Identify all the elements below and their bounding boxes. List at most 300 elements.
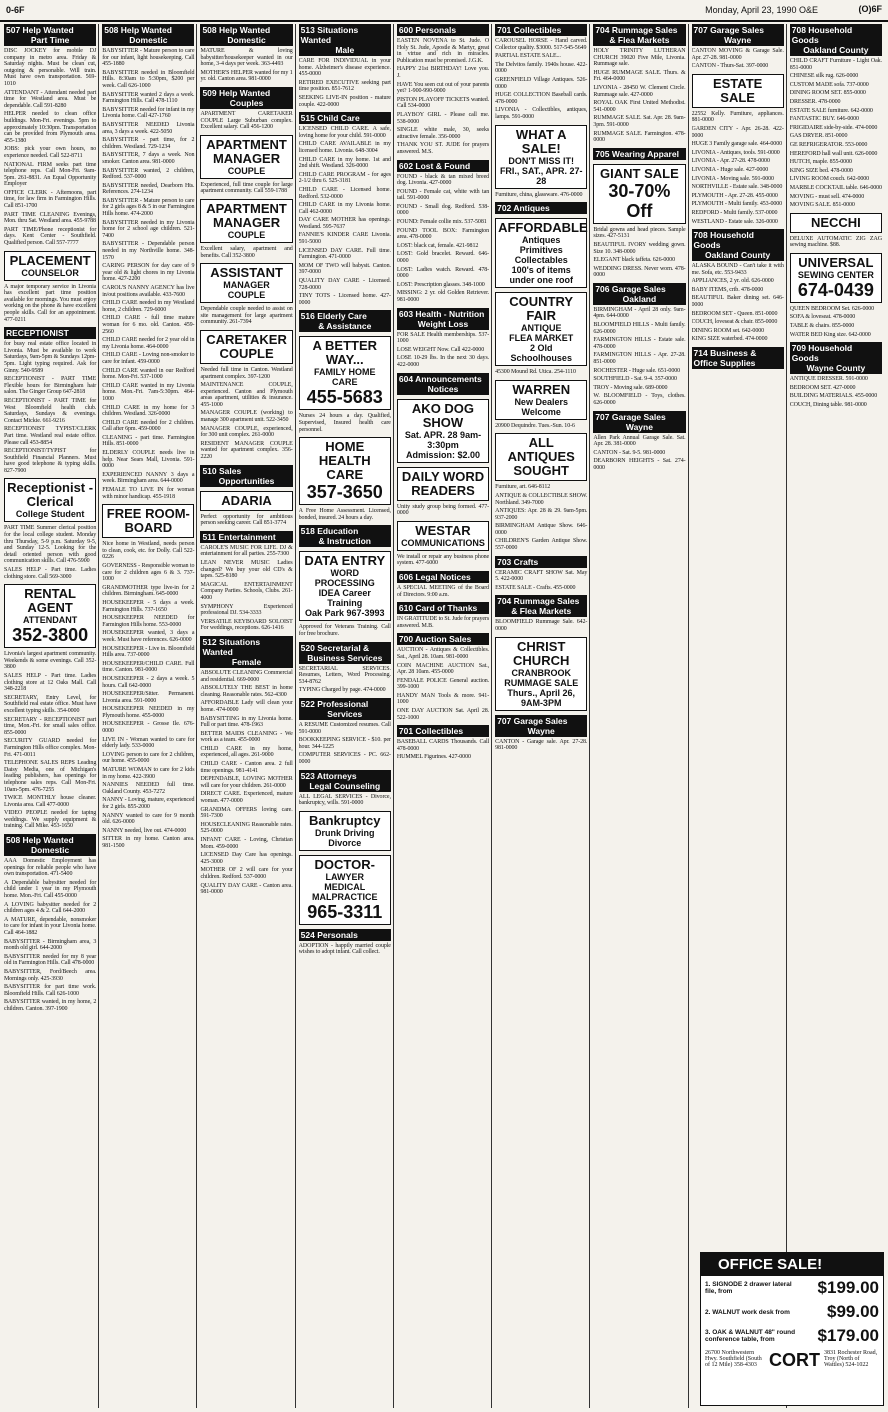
classified-section: [397, 571, 489, 598]
classified-ad: CHILD CARE PROGRAM - for ages 2-1/2 thru 6. 525-3181: [298, 171, 391, 185]
section-heading: 522 Professional Services: [299, 698, 391, 720]
classified-ad: PART TIME Summer clerical position for the local college student. Monday thru Thursday, 5-9 p.m. Saturday 9-5, and Sunday 12-5. Looking for the detail oriented person with good communication skills. Call 476-5900: [4, 525, 97, 565]
section-heading: 510 Sales Opportunities: [200, 465, 292, 487]
classified-ad: HOUSEKEEPER NEEDED for Farmington Hills home. 553-0000: [102, 615, 195, 628]
classified-ad: CHILD CARE - Canton area. 2 full time openings. 981-4141: [200, 761, 293, 774]
classified-ad: NANNIES NEEDED full time. Oakland County. 453-7272: [102, 782, 195, 795]
classified-section: [200, 87, 292, 131]
classified-ad: JOBS: pick your own hours, no experience needed. Call 522-8711: [4, 146, 97, 159]
classified-ad: A Dependable babysitter needed for child under 1 year in my Plymouth home. Mon.-Fri. Call 455-0000: [4, 879, 97, 900]
classified-ad: LICENSED CHILD CARE. A safe, loving home for your child. 591-0000: [298, 126, 391, 139]
display-ad: [397, 467, 489, 501]
classified-ad: CANTON - Garage sale. Apr. 27-28. 981-0000: [495, 738, 588, 752]
classified-ad: VERSATILE KEYBOARD SOLOIST For weddings, receptions. 626-1416: [200, 618, 293, 632]
display-ad-line: 965-3311: [307, 901, 383, 922]
display-ad-line: COUNSELOR: [21, 267, 79, 278]
classified-ad: CHILD CARE in my home, experienced, all ages. 261-9000: [200, 745, 293, 759]
display-ad-line: Receptionist - Clerical: [7, 480, 94, 510]
display-ad-line: 30-70% Off: [608, 180, 671, 221]
section-heading: 708 Household Goods Oakland County: [692, 229, 784, 261]
classified-section: [397, 399, 489, 463]
display-ad: [299, 336, 391, 410]
classified-section: [397, 633, 489, 721]
classified-ad: MOTHER'S HELPER wanted for my 1 yr. old. Canton area. 981-0000: [200, 69, 293, 83]
section-subheading: Wayne County: [806, 363, 866, 374]
classified-ad: GRANDMA OFFERS loving care. 591-7300: [200, 806, 293, 820]
section-subheading: Domestic: [30, 845, 70, 856]
section-heading: 708 Household Goods Oakland County: [790, 24, 882, 56]
classified-ad: KING SIZE bed. 478-0000: [789, 167, 853, 174]
classified-ad: HUGE COLLECTION Baseball cards. 478-0000: [495, 92, 588, 105]
display-ad: [495, 125, 587, 189]
display-ad-line: New Dealers Welcome: [514, 396, 568, 417]
classified-ad: BABYSITTER wanted 2 days a week. Farmington Hills. Call 478-1110: [102, 91, 195, 105]
section-heading: 707 Garage Sales Wayne: [495, 715, 587, 737]
classified-ad: FENDALE POLICE General auction. 399-1000: [396, 677, 490, 691]
classified-section: [495, 595, 587, 632]
section-subheading: Legal Counseling: [309, 780, 381, 791]
classified-ad: CHILDREN'S Garden Antique Show. 557-0000: [495, 538, 588, 552]
classified-section: [495, 556, 587, 592]
section-subheading: Domestic: [227, 35, 266, 45]
cort-item-3-price: $179.00: [817, 1326, 879, 1345]
classified-ad: HUMMEL Figurines. 427-0000: [396, 754, 471, 761]
classified-section: [299, 929, 391, 956]
classified-ad: HOUSECLEANING Reasonable rates. 525-0000: [200, 821, 293, 835]
display-ad: [200, 135, 292, 179]
classified-ad: Excellent salary, apartment and benefits. Call 352-3800: [200, 245, 293, 259]
cort-address: 26700 Northwestern Hwy. Southfield (South of 12 Mile) 358-4303: [705, 1350, 762, 1368]
classified-ad: SECURITY GUARD needed for Farmington Hills office complex. Mon-Fri. 471-0011: [4, 738, 97, 758]
classified-ad: SECRETARY - RECEPTIONIST part time, Mon.-Fri. for small sales office. 855-0000: [4, 716, 97, 736]
classified-ad: SYMPHONY Experienced professional DJ. 534-3333: [200, 603, 293, 617]
classified-ad: RUMMAGE SALE. Farmington. 478-0000: [593, 130, 686, 144]
classified-ad: RECEPTIONIST TYPIST/CLERK Part time. Westland real estate office. Please call 453-8854: [4, 426, 97, 446]
classified-ad: NANNY wanted to care for 9 month old. 626-0000: [102, 812, 195, 826]
classified-ad: BABYSITTER wanted, in my home, 2 children. Canton. 397-1900: [4, 999, 97, 1012]
classified-ad: We install or repair any business phone system. 477-6000: [396, 553, 490, 567]
classified-ad: MAGICAL ENTERTAINMENT Company Parties. Schools, Clubs. 261-4000: [200, 581, 293, 601]
display-ad-line: FREE ROOM-BOARD: [106, 506, 190, 536]
classified-ad: A MATURE, dependable, nonsmoker to care for infant in your Livonia home. Call 464-1882: [4, 916, 97, 936]
column-9: [790, 24, 884, 1408]
classified-ad: ONE DAY AUCTION Sat. April 28. 522-1000: [396, 708, 490, 721]
classified-ad: BLOOMFIELD HILLS - Multi family. 626-0000: [593, 322, 686, 335]
classified-ad: RECEPTIONIST - PART TIME for West Bloomfield health club. Saturdays, Sundays & evenings. Contact Mickie. 661-9216: [4, 397, 97, 424]
classified-ad: 45300 Mound Rd. Utica. 254-1110: [495, 369, 576, 376]
office-sale-icon: [705, 1260, 715, 1270]
classified-section: [593, 148, 685, 160]
classified-ad: CHILD CRAFT Furniture - Light Oak. 851-0000: [789, 58, 882, 71]
classified-ad: FARMINGTON HILLS - Estate sale. 478-0000: [593, 337, 686, 350]
classified-ad: BABYSITTER NEEDED Livonia area, 3 days a week. 422-5050: [102, 121, 195, 135]
classified-ad: ABSOLUTELY THE BEST in home cleaning. Reasonable rates. 562-4300: [200, 685, 293, 698]
classified-section: [790, 213, 882, 249]
display-ad-line: ASSISTANT: [210, 265, 283, 281]
classified-ad: PLYMOUTH - Apr. 27-28. 455-0000: [691, 192, 778, 199]
classified-ad: BUILDING MATERIALS. 455-0000: [789, 393, 878, 400]
classified-ad: FANNIE'S KINDER CARE Livonia. 591-5000: [298, 232, 391, 246]
section-subheading: & Flea Markets: [609, 35, 670, 45]
classified-ad: HOUSEKEEPER NEEDED in my Plymouth home. 455-0000: [102, 706, 195, 719]
column-3: [200, 24, 295, 1408]
classified-ad: GOVERNESS - Responsible woman to care for 2 children ages 6 & 3. 737-1000: [102, 563, 195, 583]
classified-ad: Nice home in Westland, needs person to clean, cook, etc. for Dolly. Call 522-0226: [102, 541, 195, 561]
classified-ad: BABYSITTER needed for my 8 year old in Farmington Hills. Call 478-0000: [4, 953, 97, 967]
classified-ad: LOST: Ladies watch. Reward. 478-0000: [396, 266, 490, 280]
classified-ad: BOOKKEEPING SERVICE - $10. per hour. 344-1225: [298, 737, 391, 750]
classified-ad: HOUSEKEEPER - 5 days a week. Farmington Hills. 737-1650: [102, 599, 195, 613]
classified-section: [200, 24, 292, 83]
classified-ad: BIRMINGHAM Antique Show. 646-0000: [495, 523, 588, 536]
section-heading: 511 Entertainment: [200, 531, 292, 543]
classified-ad: VIDEO PEOPLE needed for taping weddings. We supply equipment & training. Call Mike. 453-1650: [4, 810, 97, 830]
section-heading: 702 Antiques: [495, 202, 587, 214]
classified-section: [299, 310, 391, 332]
display-ad-line: ADARIA: [221, 492, 272, 508]
classified-ad: HAVE You seen cut out of your parents yet? 1-900-990-9000: [396, 81, 490, 95]
classified-section: [495, 380, 587, 430]
classified-ad: FRIGIDAIRE side-by-side. 474-0000: [789, 124, 878, 131]
classified-ad: CHILD CARE needed for 2 children. Call after 6pm. 459-0000: [102, 419, 195, 433]
cort-item-3-label: 3. OAK & WALNUT 48" round conference table, from: [705, 1329, 796, 1343]
display-ad-line: 455-5683: [306, 387, 383, 408]
section-heading: 610 Card of Thanks: [397, 602, 489, 614]
display-ad: [495, 637, 587, 711]
classified-section: [102, 504, 194, 849]
classified-ad: Furniture, china, glassware. 476-0000: [495, 191, 583, 198]
display-ad-line: Thurs., April 26, 9AM-3PM: [507, 687, 576, 708]
display-ad-line: CHRIST CHURCH: [513, 638, 570, 668]
classified-ad: RECEPTIONIST - PART TIME Flexible hours for Birmingham hair salon. The Ginger Group 647-2818: [4, 376, 97, 396]
classified-ad: ROCHESTER - Huge sale. 651-0000: [593, 367, 681, 374]
classified-section: [200, 135, 292, 195]
classified-ad: FOUND TOOL BOX: Farmington area. 478-0000: [396, 227, 490, 241]
classified-ad: HOUSEKEEPER - Grosse Ile. 676-0000: [102, 721, 195, 735]
display-ad: [495, 218, 587, 288]
section-heading: 606 Legal Notices: [397, 571, 489, 583]
classified-ad: SALES HELP - Part time. Ladies clothing store at 12 Oaks Mall. Call 348-2218: [4, 673, 97, 693]
classified-ad: THANK YOU ST. JUDE for prayers answered. M.S.: [396, 142, 490, 155]
classified-ad: SOFA & loveseat. 478-0000: [789, 314, 856, 321]
cort-item-1-price: $199.00: [817, 1278, 879, 1297]
classified-ad: WATER BED King size. 642-0000: [789, 331, 871, 338]
section-heading: 701 Collectibles: [397, 725, 489, 737]
classified-ad: BABYSITTER wanted, 2 children, Redford. 537-0000: [102, 167, 195, 181]
section-heading: 524 Personals: [299, 929, 391, 941]
column-7: [593, 24, 688, 1408]
display-ad-line: A BETTER WAY...: [312, 338, 378, 368]
classified-ad: Livonia's largest apartment community. Weekends & some evenings. Call 352-3800: [4, 651, 97, 671]
classified-section: [495, 715, 587, 752]
classified-ad: HOUSEKEEPER wanted, 3 days a week. Must have references. 626-0000: [102, 630, 195, 643]
display-ad-line: Antiques: [521, 235, 561, 246]
classified-ad: ELDERLY COUPLE needs live in help. Near Sears Mall, Livonia. 591-0000: [102, 450, 195, 470]
section-heading: 707 Garage Sales Wayne: [593, 411, 685, 433]
classified-ad: ATTENDANT - Attendant needed part time for Westland area. Must be dependable. Call 591-8280: [4, 89, 97, 109]
classified-ad: Nurses 24 hours a day. Qualified, Supervised, Insured health care personnel.: [298, 413, 391, 433]
display-ad: [200, 330, 292, 364]
classified-section: [200, 263, 292, 326]
display-ad-line: DATA ENTRY: [304, 553, 386, 569]
classified-ad: CHILD CARE in my Livonia home. Call 462-0000: [298, 202, 391, 215]
classified-ad: TELEPHONE SALES REPS Leading Daisy Media, one of Michigan's leading publishers, has openings for telephone sales reps. Call Mon-Fri. 10am-5pm. 476-7255: [4, 760, 97, 793]
classified-section: [495, 24, 587, 121]
classified-columns: [4, 24, 884, 1408]
section-heading: 515 Child Care: [299, 112, 391, 124]
column-1: [4, 24, 99, 1408]
section-subheading: Weight Loss: [417, 318, 469, 329]
classified-ad: Needed full time in Canton. Westland apartment complex. 397-1200: [200, 366, 293, 380]
classified-section: [200, 199, 292, 259]
classified-section: [4, 327, 96, 474]
classified-ad: PART TIME/Phone receptionist for days. Kent Center - Southfield. Qualified person. Call 557-7777: [4, 226, 97, 247]
classified-ad: LIVONIA - Moving sale. 591-0000: [691, 175, 774, 182]
classified-ad: LOST: Prescription glasses. 348-1000: [396, 281, 485, 288]
classified-ad: CAROLE'S MUSIC FOR LIFE. DJ & entertainment for all parties. 255-7300: [200, 544, 293, 558]
cort-office-sale-ad: [700, 1252, 884, 1406]
display-ad-line: LAWYER: [325, 871, 365, 882]
classified-ad: GARDEN CITY - Apr. 26-28. 422-0000: [691, 125, 784, 139]
classified-ad: RECEPTIONIST/TYPIST for Southfield Financial Planners. Must have good telephone & typing skills. 827-7900: [4, 448, 97, 474]
classified-ad: HUGE RUMMAGE SALE. Thurs. & Fri. 464-0000: [593, 69, 686, 83]
classified-ad: CHILD CARE in my home for 3 children. Westland. 326-0000: [102, 404, 195, 418]
classified-ad: PLYMOUTH - Multi family. 453-0000: [691, 201, 783, 208]
display-ad: [790, 253, 882, 303]
section-heading: 703 Crafts: [495, 556, 587, 568]
classified-ad: TINY TOTS - Licensed home. 427-0000: [298, 293, 391, 306]
column-5: [397, 24, 492, 1408]
display-ad: [299, 551, 391, 621]
classified-ad: Experienced, full time couple for large apartment community. Call 559-1788: [200, 181, 293, 195]
section-heading: 600 Personals: [397, 24, 489, 36]
classified-section: [200, 330, 292, 461]
classified-ad: MOTHER OF 2 will care for your children. Redford. 537-0000: [200, 867, 293, 880]
header-date: Monday, April 23, 1990 O&E: [705, 5, 818, 15]
classified-ad: LIVONIA - 28450 W. Clement Circle. Rummage sale. 427-0000: [593, 84, 686, 98]
section-heading: 523 Attorneys Legal Counseling: [299, 770, 391, 792]
classified-section: [299, 336, 391, 433]
display-ad-line: Drunk Driving: [315, 827, 375, 838]
classified-ad: LIVONIA - Huge sale. 427-0000: [691, 166, 769, 173]
display-ad-line: Admission: $2.00: [405, 449, 480, 460]
classified-ad: GRANDMOTHER type live-in for 2 children. Birmingham. 645-0000: [102, 584, 195, 598]
column-4: [299, 24, 394, 1408]
display-ad: [4, 584, 96, 648]
classified-ad: BABYSITTER - Mature person to care for our infant, light housekeeping. Call 455-1880: [102, 48, 195, 68]
section-heading: 701 Collectibles: [495, 24, 587, 36]
classified-ad: APARTMENT CARETAKER COUPLE Large Suburban complex. Excellent salary. Call 456-1200: [200, 110, 293, 131]
classified-ad: HUTCH, maple. 855-0000: [789, 159, 852, 166]
classified-ad: Furniture, art. 646-8112: [495, 484, 551, 491]
classified-ad: SINGLE white male, 30, seeks attractive female. 356-0000: [396, 127, 490, 140]
display-ad-line: 357-3650: [306, 482, 383, 503]
classified-ad: HOUSEKEEPER/CHILD CARE. Full time. Canton. 981-0000: [102, 660, 195, 674]
classified-ad: BEDROOM SET - Queen. 851-0000: [691, 310, 778, 317]
classified-ad: MATURE WOMAN to care for 2 kids in my home. 422-3900: [102, 767, 195, 780]
classified-ad: FARMINGTON HILLS - Apr. 27-28. 851-0000: [593, 352, 686, 366]
classified-ad: BABYSITTER - part time, for 2 children. Westland. 729-1234: [102, 137, 195, 150]
classified-ad: BABY ITEMS, crib. 478-0000: [691, 286, 764, 293]
classified-section: [397, 373, 489, 395]
classified-ad: CERAMIC CRAFT SHOW Sat. May 5. 422-0000: [495, 569, 588, 583]
classified-ad: CUSTOM MADE sofa. 737-0000: [789, 81, 869, 88]
classified-ad: FOR SALE Health memberships. 537-1000: [396, 331, 490, 345]
classified-section: [495, 202, 587, 214]
classified-ad: KING SIZE waterbed. 474-0000: [691, 336, 768, 343]
classified-ad: BABYSITTER needed for infant in my Livonia home. Call 427-1760: [102, 106, 195, 120]
classified-ad: LIVONIA - Antiques, tools. 591-0000: [691, 149, 780, 156]
classified-ad: FOUND - Female cat, white with tan tail. 591-0000: [396, 188, 490, 202]
classified-ad: MOVING - must sell. 474-0000: [789, 193, 865, 200]
classified-ad: NANNY - Loving, mature, experienced for 2 girls. 855-2000: [102, 797, 195, 810]
classified-section: [4, 834, 96, 1012]
section-subheading: Couples: [229, 97, 264, 108]
display-ad-line: 100's of items: [511, 265, 571, 276]
classified-ad: SOUTHFIELD - Sat. 9-4. 357-0000: [593, 376, 677, 383]
column-2: [102, 24, 197, 1408]
display-ad-line: APARTMENT MANAGER: [206, 136, 287, 166]
section-heading: 709 Household Goods Wayne County: [790, 342, 882, 374]
classified-ad: LOVING person to care for 2 children, our home. 455-0000: [102, 751, 195, 765]
classified-ad: BEAUTIFUL Baker dining set. 646-0000: [691, 295, 784, 309]
classified-ad: DAY CARE MOTHER has openings. Westland. 595-7637: [298, 217, 391, 230]
section-heading: 509 Help Wanted Couples: [200, 87, 292, 109]
classified-ad: CANTON - Sat. 9-5. 981-0000: [593, 449, 666, 456]
classified-ad: SALES HELP - Part time. Ladies clothing store. Call 569-3000: [4, 567, 97, 580]
display-ad: [790, 213, 882, 233]
classified-ad: BIRMINGHAM - April 28 only. 9am-4pm. 644-0000: [593, 306, 686, 320]
classified-ad: GAS DRYER. 851-0000: [789, 133, 848, 140]
classified-ad: A RESUME Customized resumes. Call 591-0000: [298, 721, 391, 735]
display-ad-line: College Student: [15, 509, 85, 520]
classified-section: [790, 253, 882, 338]
display-ad: [593, 164, 685, 224]
classified-ad: CHILD CARE AVAILABLE in my licensed home. Livonia. 648-3004: [298, 141, 391, 154]
display-ad-line: PLACEMENT: [9, 252, 91, 268]
classified-section: [4, 478, 96, 580]
display-ad-line: AKO DOG SHOW: [411, 400, 475, 430]
classified-ad: Bridal gowns and head pieces. Sample sizes. 427-5131: [593, 226, 686, 240]
section-subheading: Domestic: [129, 35, 168, 45]
section-heading: 508 Help Wanted Domestic: [102, 24, 194, 46]
classified-section: [299, 437, 391, 521]
classified-ad: FEMALE TO LIVE IN for woman with minor handicap. 455-1918: [102, 487, 195, 500]
classified-section: [593, 283, 685, 407]
classified-ad: ESTATE SALE - Crafts. 455-0000: [495, 584, 576, 591]
classified-ad: CARE FOR INDIVIDUAL in your home. Alzheimer's disease experience. 455-0000: [298, 58, 391, 78]
classified-section: [593, 164, 685, 279]
classified-ad: BABYSITTER needed, Dearborn Hts. References. 274-1234: [102, 182, 195, 196]
classified-ad: LICENSED DAY CARE. Full time. Farmington. 471-0000: [298, 247, 391, 261]
section-heading: 516 Elderly Care & Assistance: [299, 310, 391, 332]
classified-ad: The Delvitos family. 1940s house. 422-0000: [495, 61, 588, 75]
classified-section: [299, 811, 391, 851]
section-heading: 604 Announcements Notices: [397, 373, 489, 395]
classified-ad: ALL LEGAL SERVICES - Divorce, bankruptcy, wills. 591-0000: [298, 793, 391, 807]
cort-item-2-label: 2. WALNUT work desk from: [705, 1308, 790, 1316]
classified-ad: BABYSITTER - Dependable person needed in my Northville home. 348-1570: [102, 241, 195, 261]
section-subheading: Oakland County: [803, 45, 869, 55]
classified-section: [397, 308, 489, 369]
display-ad-line: DON'T MISS IT!: [508, 155, 575, 166]
classified-ad: ALASKA BOUND - Can't take it with me. Sofa, etc. 553-9433: [691, 263, 784, 276]
classified-ad: HEREFORD hall wall unit. 626-0000: [789, 150, 878, 157]
classified-section: [790, 24, 882, 209]
section-subheading: & Flea Markets: [511, 606, 572, 617]
cort-footer: [701, 1348, 883, 1373]
classified-ad: QUALITY DAY CARE - Licensed. 728-0000: [298, 278, 391, 291]
section-subheading: Wayne: [527, 725, 555, 736]
cort-item-1-label: 1. SIGNODE 2 drawer lateral file, from: [705, 1281, 792, 1295]
classified-ad: HANDY MAN Tools & more. 941-1000: [396, 692, 490, 706]
classified-ad: CARING PERSON for day care of 9 year old & light chores in my Livonia home. 427-2200: [102, 263, 195, 283]
classified-section: [397, 521, 489, 567]
classified-section: [692, 229, 784, 343]
display-ad-line: CRANBROOK: [511, 667, 571, 678]
classified-ad: CHILD CARE - Licensed home. Redford. 532-0000: [298, 186, 391, 200]
classified-section: [4, 24, 96, 247]
display-ad: [495, 433, 587, 481]
display-ad-line: ESTATE SALE: [712, 75, 763, 105]
display-ad-line: DOCTOR-: [314, 856, 375, 872]
classified-ad: NATIONAL FIRM seeks part time telephone reps. Call Mon-Fri. 9am-5pm. 261-8831. An Equal Opportunity Employer: [4, 161, 97, 188]
classified-ad: PART TIME CLEANING Evenings, Mon. thru Sat. Westland area. 455-9788: [4, 211, 97, 225]
display-ad: [397, 399, 489, 463]
classified-ad: LEAN NEVER MUSIC Ladies changed? We buy your old CD's & tapes. 525-8180: [200, 560, 293, 580]
section-subheading: Wayne: [625, 421, 653, 432]
classified-ad: EXPERIENCED NANNY 3 days a week. Birmingham area. 644-0000: [102, 471, 195, 485]
column-6: [495, 24, 590, 1408]
classified-ad: AFFORDABLE Lady will clean your home. 474-0000: [200, 700, 293, 713]
display-ad: [495, 380, 587, 420]
classified-ad: A major temporary service in Livonia has excellent part time position available for mornings. You must enjoy working on the phone & have excellent people skills. Call for an appointment. 477-0211: [4, 283, 97, 323]
classified-section: [495, 125, 587, 199]
classified-ad: CHILD CARE - full time mature woman for 6 mo. old. Canton. 459-2560: [102, 315, 195, 335]
display-ad-line: COUPLE: [227, 229, 266, 240]
classified-ad: ANTIQUE DRESSER. 591-0000: [789, 376, 868, 383]
display-ad-line: Divorce: [328, 837, 362, 848]
classified-ad: NORTHVILLE - Estate sale. 348-0000: [691, 184, 783, 191]
classified-ad: CHILD CARE - Loving non-smoker to care for infant. 459-0000: [102, 352, 195, 365]
classified-ad: IN GRATITUDE to St. Jude for prayers answered. M.B.: [396, 616, 490, 629]
classified-ad: APPLIANCES, 2 yr. old. 626-0000: [691, 278, 774, 285]
classified-ad: BEAUTIFUL IVORY wedding gown. Size 10. 348-0000: [593, 241, 686, 255]
display-ad: [4, 251, 96, 281]
classified-section: [397, 602, 489, 629]
classified-section: [397, 24, 489, 156]
display-ad-line: Primitives: [519, 245, 563, 256]
section-heading: 508 Help Wanted Domestic: [200, 24, 292, 46]
classified-ad: RESIDENT MANAGER COUPLE wanted for apartment complex. 356-2220: [200, 440, 293, 461]
classified-ad: BABYSITTER, 7 days a week. Non smoker. Canton area. 981-0000: [102, 152, 195, 165]
classified-ad: HOUSEKEEPER - Live in. Bloomfield Hills area. 737-0000: [102, 645, 195, 659]
classified-ad: SECRETARIAL SERVICES. Resumes, Letters, Word Processing. 534-8762: [298, 665, 391, 685]
classified-ad: Allen Park Annual Garage Sale. Sat. Apr. 28. 381-0000: [593, 434, 686, 448]
classified-section: [102, 24, 194, 500]
classified-ad: BABYSITTER - Birmingham area, 3 month old girl. 644-2000: [4, 938, 97, 952]
classified-ad: BABYSITTER - Mature person to care for 2 girls ages 8 & 5 in our Farmington Hills home. 474-2000: [102, 197, 195, 218]
classified-ad: HOUSEKEEPER - 2 days a week. 5 hours. Call 642-0000: [102, 675, 195, 689]
display-ad-line: APARTMENT MANAGER: [206, 200, 287, 230]
display-ad-line: HOME HEALTH CARE: [318, 439, 371, 483]
section-heading: 700 Auction Sales: [397, 633, 489, 645]
classified-ad: SITTER in my home. Canton area. 981-1500: [102, 836, 195, 849]
classified-section: [692, 74, 784, 225]
display-ad-line: Bankruptcy: [309, 812, 381, 828]
classified-section: [495, 637, 587, 711]
classified-section: [593, 24, 685, 144]
